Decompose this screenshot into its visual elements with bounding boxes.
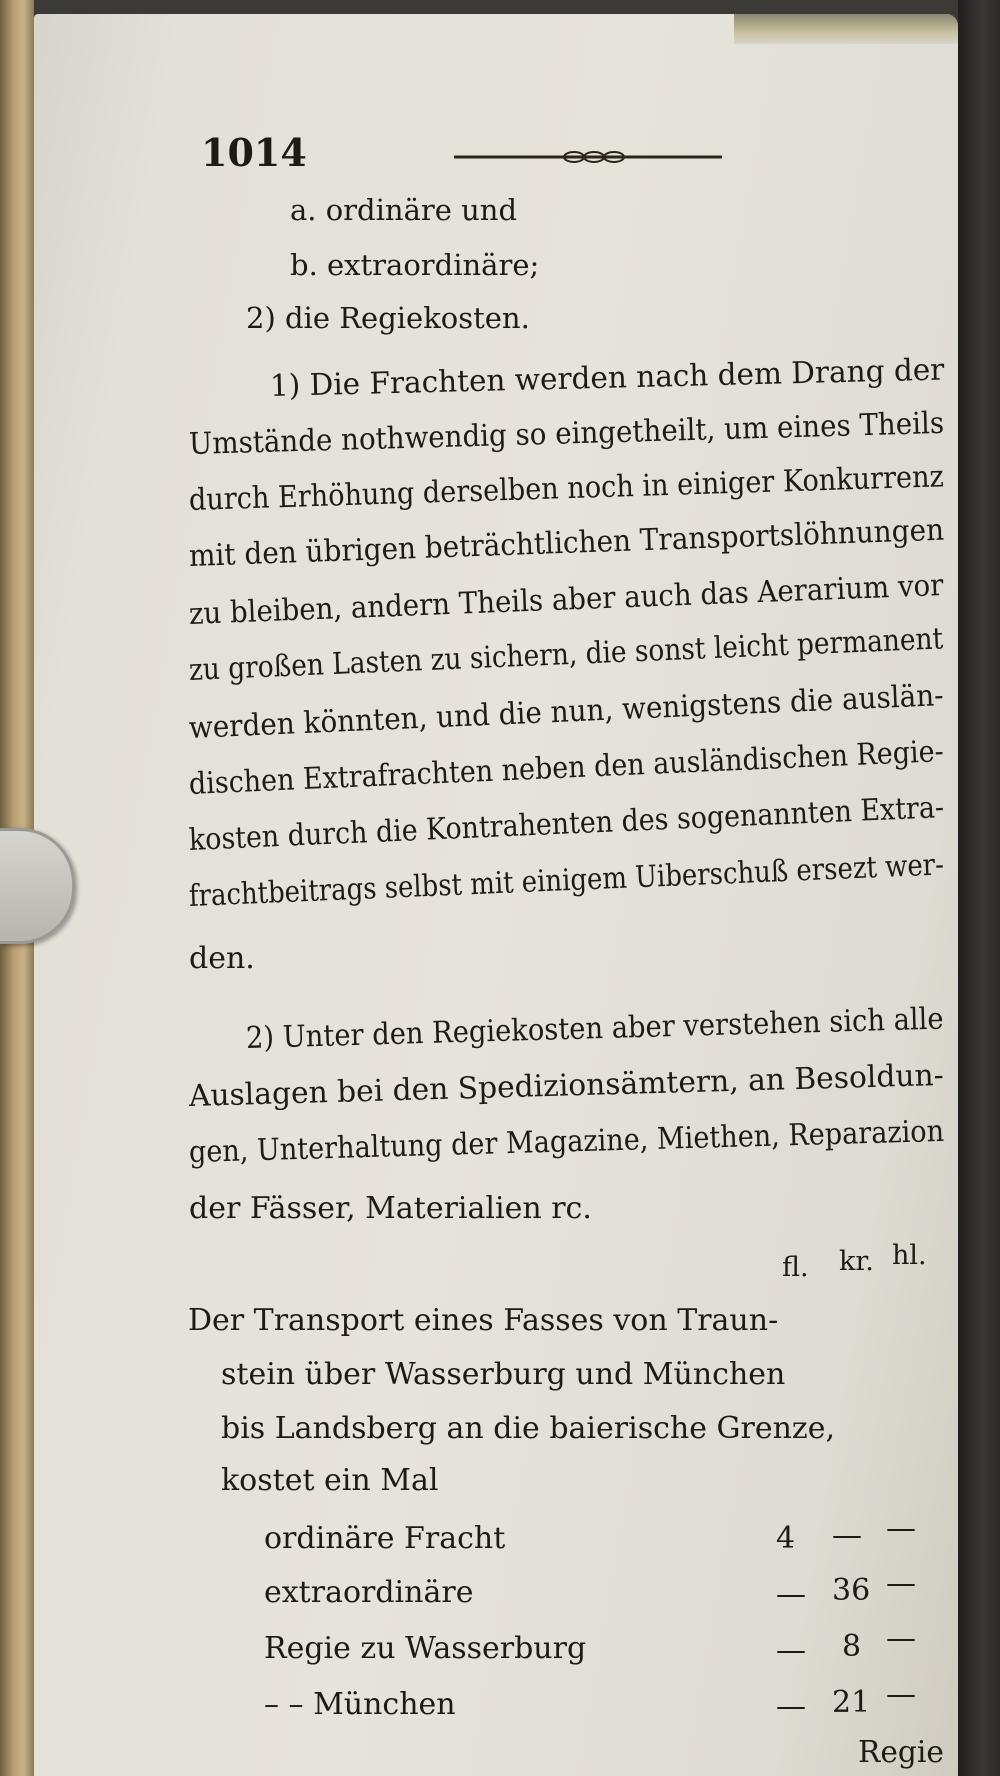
paragraph2-line-1: 2) Unter den Regiekosten aber verstehen sich alle [245,1001,945,1056]
table-row-label: extraordinäre [264,1575,474,1610]
paragraph1-line-4: mit den übrigen beträchtlichen Transportslöhnungen [188,512,945,574]
table-row-hl: — [886,1566,916,1601]
table-intro-line-3: bis Landsberg an die baierische Grenze, [221,1411,835,1446]
paragraph1-line-5: zu bleiben, andern Theils aber auch das Aerarium vor [188,568,945,632]
table-header-fl: fl. [782,1252,809,1283]
table-row-kr: 8 [842,1629,862,1664]
table-intro-line-2: stein über Wasserburg und München [221,1357,786,1392]
paragraph2-line-3: gen, Unterhaltung der Magazine, Miethen, Reparazion [188,1113,945,1170]
list-item-b: b. extraordinäre; [290,248,540,282]
paragraph1-line-9: kosten durch die Kontrahenten des sogenannten Extra- [188,790,945,858]
page-top-edge [734,14,958,44]
paragraph1-line-10: frachtbeitrags selbst mit einigem Uiberschuß ersezt wer- [188,847,945,914]
paragraph1-line-7: werden könnten, und die nun, wenigstens die auslän- [188,678,945,746]
paragraph1-line-1: 1) Die Frachten werden nach dem Drang der [269,352,945,404]
table-row-hl: — [886,1677,916,1712]
table-row-kr: 36 [832,1573,871,1608]
header-ornament [454,151,722,163]
table-intro-line-1: Der Transport eines Fasses von Traun- [188,1303,779,1338]
table-row-fl: — [776,1633,806,1668]
paragraph1-line-3: durch Erhöhung derselben noch in einiger Konkurrenz [188,459,945,518]
table-row-hl: — [886,1621,916,1656]
table-row-fl: — [776,1577,806,1612]
paragraph1-line-11: den. [189,941,255,976]
table-row-hl: — [886,1511,916,1546]
paragraph1-line-2: Umstände nothwendig so eingetheilt, um eines Theils [188,405,945,462]
paragraph2-line-2: Auslagen bei den Spedizionsämtern, an Besoldun- [188,1057,945,1114]
paragraph1-line-6: zu großen Lasten zu sichern, die sonst leicht permanent [188,621,944,688]
table-intro-line-4: kostet ein Mal [221,1463,439,1498]
paragraph2-line-4: der Fässer, Materialien rc. [189,1191,592,1226]
table-row-label: ordinäre Fracht [264,1521,506,1556]
book-page [34,14,958,1776]
table-row-kr: — [832,1518,862,1553]
table-row-fl: — [776,1689,806,1724]
table-header-kr: kr. [839,1246,874,1277]
list-item-2: 2) die Regiekosten. [246,301,530,335]
table-row-kr: 21 [832,1685,871,1720]
catchword: Regie [858,1735,944,1770]
list-item-a: a. ordinäre und [290,193,518,227]
page-number: 1014 [201,130,307,175]
paragraph1-line-8: dischen Extrafrachten neben den ausländischen Regie- [188,734,945,802]
book-right-edge [958,0,1000,1776]
table-header-hl: hl. [892,1240,927,1271]
table-row-fl: 4 [776,1521,796,1556]
table-row-label: – – München [264,1687,456,1722]
table-row-label: Regie zu Wasserburg [264,1631,587,1666]
